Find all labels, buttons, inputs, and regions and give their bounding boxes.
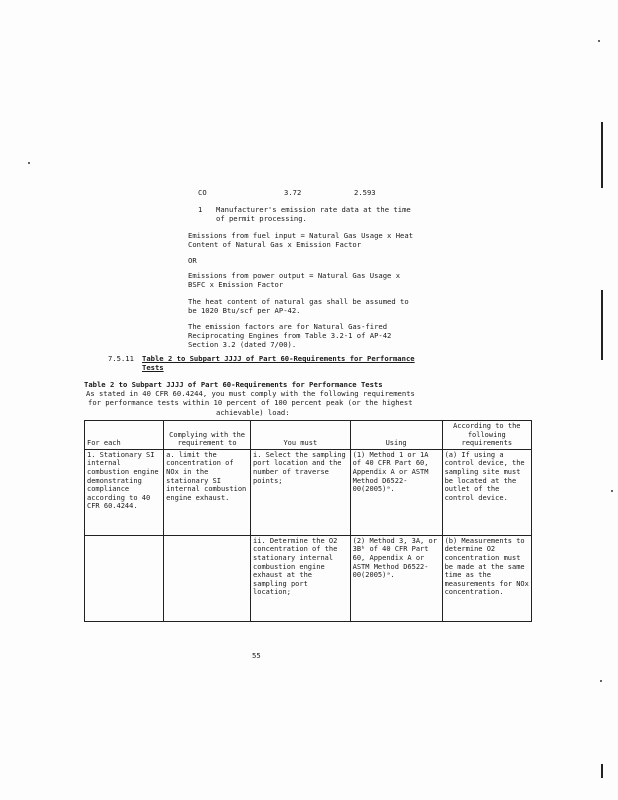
cell-you-must: i. Select the sampling port location and the number of traverse points;	[251, 449, 351, 535]
scan-speck	[611, 490, 613, 492]
table-row	[85, 535, 532, 621]
header-complying: Complying with the requirement to	[164, 421, 251, 450]
table-intro: Table 2 to Subpart JJJJ of Part 60-Requirements for Performance Tests As stated in 40 CFR 60.4244, you must comply with the following requirements for performance tests within 10 percent of 100 percent peak (or the highest achievable) load:	[84, 380, 415, 417]
cell-you-must: ii. Determine the O2 concentration of the stationary internal combustion engine exhaust at the sampling port location;	[251, 535, 351, 621]
section-number: 7.5.11	[108, 354, 134, 363]
header-you-must: You must	[251, 421, 351, 450]
or-label: OR	[188, 256, 197, 265]
header-using: Using	[350, 421, 442, 450]
scan-edge-line	[601, 764, 603, 778]
scan-edge-line	[601, 290, 603, 360]
emission-row-value-2: 2.593	[354, 188, 376, 197]
cell-according: (b) Measurements to determine O2 concentration must be made at the same time as the measurements for NOx concentration.	[442, 535, 531, 621]
table-header-row	[85, 421, 532, 450]
cell-empty	[164, 535, 251, 621]
cell-using: (1) Method 1 or 1A of 40 CFR Part 60, Appendix A or ASTM Method D6522-00(2005)ᵃ.	[350, 449, 442, 535]
table-row	[85, 449, 532, 535]
cell-complying: a. limit the concentration of NOx in the stationary SI internal combustion engine exhaust.	[164, 449, 251, 535]
equation-fuel-input: Emissions from fuel input = Natural Gas Usage x Heat Content of Natural Gas x Emission Factor	[188, 231, 414, 250]
scan-edge-line	[601, 122, 603, 188]
scan-speck	[28, 162, 30, 164]
equation-power-output: Emissions from power output = Natural Gas Usage x BSFC x Emission Factor	[188, 271, 401, 290]
emission-factor-note: The emission factors are for Natural Gas-fired Reciprocating Engines from Table 3.2-1 of AP-42 Section 3.2 (dated 7/00).	[188, 322, 392, 350]
cell-empty	[85, 535, 164, 621]
cell-using: (2) Method 3, 3A, or 3Bᵇ of 40 CFR Part 60, Appendix A or ASTM Method D6522-00(2005)ᵃ.	[350, 535, 442, 621]
header-for-each: For each	[85, 421, 164, 450]
header-according: According to the following requirements	[442, 421, 531, 450]
page-number: 55	[252, 651, 261, 660]
cell-for-each: 1. Stationary SI internal combustion engine demonstrating compliance according to 40 CFR 60.4244.	[85, 449, 164, 535]
scan-speck	[600, 680, 602, 682]
scan-speck	[598, 40, 600, 42]
heat-content-note: The heat content of natural gas shall be assumed to be 1020 Btu/scf per AP-42.	[188, 297, 409, 316]
footnote-text: Manufacturer's emission rate data at the time of permit processing.	[216, 205, 411, 224]
emission-row-pollutant: CO	[198, 188, 207, 197]
footnote-number: 1	[198, 205, 203, 214]
performance-test-requirements-table	[84, 420, 532, 622]
emission-row-value-1: 3.72	[284, 188, 302, 197]
cell-according: (a) If using a control device, the sampling site must be located at the outlet of the control device.	[442, 449, 531, 535]
section-title: Table 2 to Subpart JJJJ of Part 60-Requirements for Performance Tests	[142, 354, 415, 373]
